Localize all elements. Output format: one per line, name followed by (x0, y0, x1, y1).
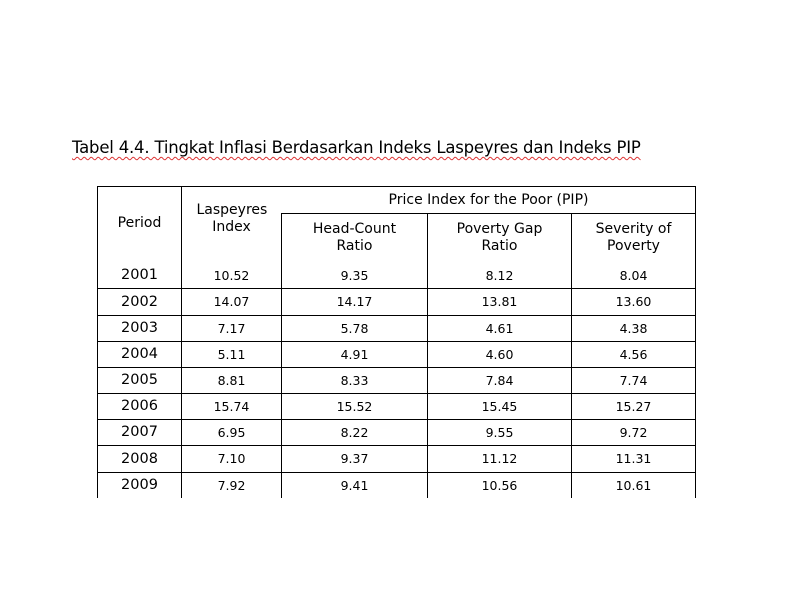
table-cell-laspeyres: 5.11 (217, 346, 246, 362)
table-title (72, 138, 641, 157)
table-cell-severity: 4.56 (619, 346, 648, 362)
table-cell-severity: 13.60 (615, 294, 652, 310)
table-cell-head-count: 4.91 (340, 346, 369, 362)
header-poverty-gap (428, 215, 571, 261)
table-cell-head-count: 5.78 (340, 320, 369, 336)
table-cell-period: 2008 (121, 450, 158, 467)
table-cell-severity: 8.04 (619, 267, 648, 283)
table-cell-poverty-gap: 15.45 (481, 398, 518, 414)
table-cell-poverty-gap: 8.12 (485, 267, 514, 283)
header-severity (572, 215, 695, 261)
table-cell-head-count: 9.37 (340, 451, 369, 467)
table-cell-poverty-gap: 9.55 (485, 424, 514, 440)
table-cell-head-count: 14.17 (336, 294, 373, 310)
header-pip-group: Price Index for the Poor (PIP) (388, 192, 589, 209)
table-cell-laspeyres: 7.10 (217, 451, 246, 467)
table-cell-head-count: 8.22 (340, 424, 369, 440)
table-cell-laspeyres: 7.92 (217, 477, 246, 493)
table-cell-period: 2003 (121, 320, 158, 337)
table-cell-head-count: 15.52 (336, 398, 373, 414)
table-cell-poverty-gap: 13.81 (481, 294, 518, 310)
table-cell-laspeyres: 10.52 (213, 267, 250, 283)
table-cell-severity: 7.74 (619, 372, 648, 388)
table-cell-poverty-gap: 4.60 (485, 346, 514, 362)
table-cell-period: 2009 (121, 477, 158, 494)
table-cell-laspeyres: 14.07 (213, 294, 250, 310)
table-cell-period: 2002 (121, 293, 158, 310)
table-cell-period: 2004 (121, 346, 158, 363)
header-laspeyres (182, 199, 281, 239)
row-divider (281, 213, 695, 214)
table-cell-laspeyres: 7.17 (217, 320, 246, 336)
header-severity-label: Severity of Poverty (595, 220, 672, 254)
table-cell-head-count: 9.35 (340, 267, 369, 283)
table-cell-period: 2006 (121, 398, 158, 415)
table-cell-severity: 4.38 (619, 320, 648, 336)
table-cell-head-count: 8.33 (340, 372, 369, 388)
inflation-table (97, 186, 696, 498)
table-cell-laspeyres: 6.95 (217, 424, 246, 440)
table-cell-head-count: 9.41 (340, 477, 369, 493)
table-cell-period: 2007 (121, 424, 158, 441)
table-cell-period: 2001 (121, 267, 158, 284)
header-laspeyres-label: Laspeyres Index (196, 201, 268, 235)
header-poverty-gap-label: Poverty Gap Ratio (456, 220, 543, 254)
table-cell-severity: 9.72 (619, 424, 648, 440)
table-cell-poverty-gap: 11.12 (481, 451, 518, 467)
table-cell-severity: 11.31 (615, 451, 652, 467)
table-cell-poverty-gap: 4.61 (485, 320, 514, 336)
table-cell-severity: 10.61 (615, 477, 652, 493)
header-head-count (282, 215, 427, 261)
table-cell-poverty-gap: 10.56 (481, 477, 518, 493)
table-cell-laspeyres: 15.74 (213, 398, 250, 414)
table-cell-laspeyres: 8.81 (217, 372, 246, 388)
header-head-count-label: Head-Count Ratio (312, 220, 397, 254)
table-cell-poverty-gap: 7.84 (485, 372, 514, 388)
table-cell-severity: 15.27 (615, 398, 652, 414)
header-period: Period (117, 215, 162, 232)
table-cell-period: 2005 (121, 372, 158, 389)
table-title-text: Tabel 4.4. Tingkat Inflasi Berdasarkan Indeks Laspeyres dan Indeks PIP (72, 138, 641, 157)
